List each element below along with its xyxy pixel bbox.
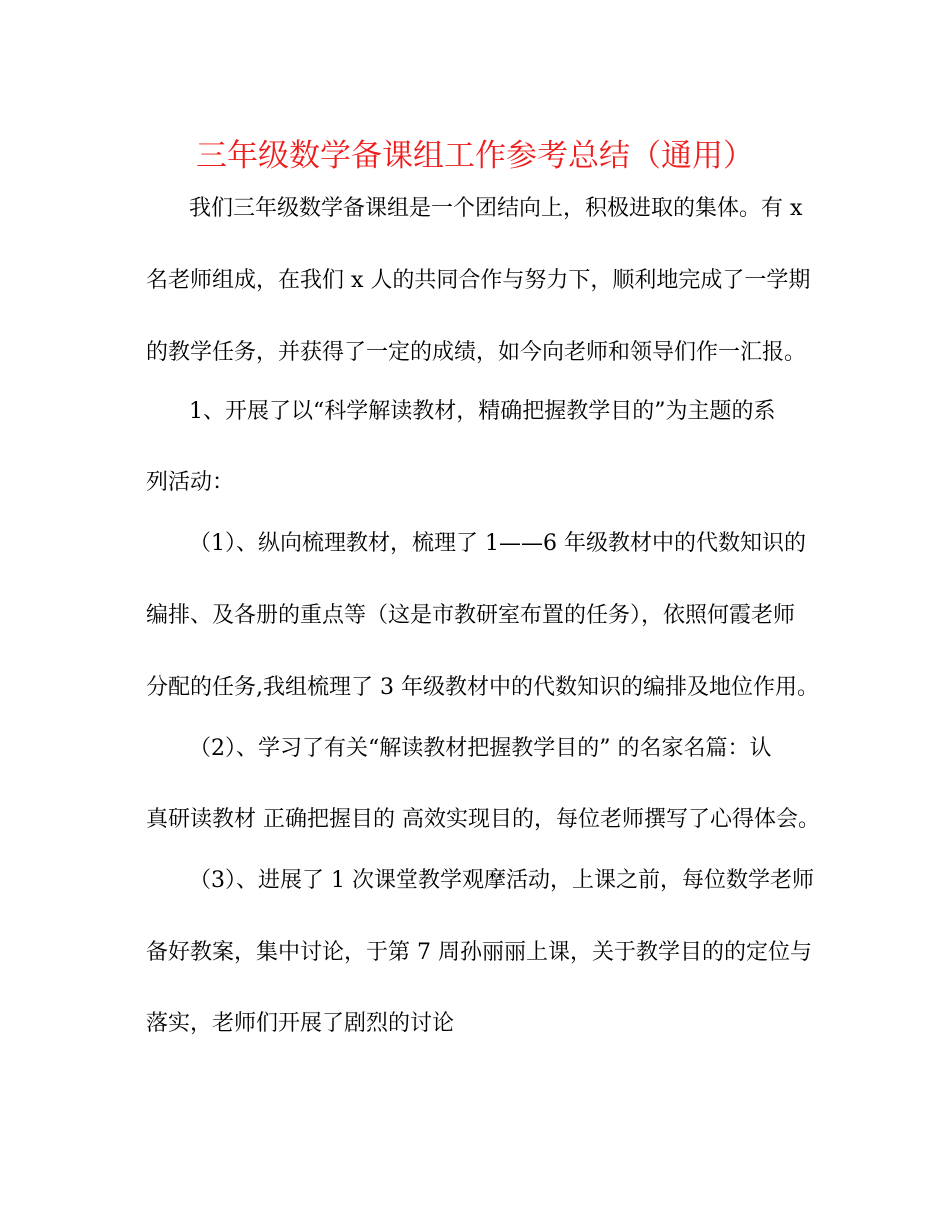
paragraph-line: 真研读教材 正确把握目的 高效实现目的，每位老师撰写了心得体会。 bbox=[146, 807, 820, 832]
paragraph-line: 1、开展了以“科学解读教材，精确把握教学目的”为主题的系 bbox=[189, 399, 776, 424]
paragraph-line: 我们三年级数学备课组是一个团结向上，积极进取的集体。有 x bbox=[189, 196, 803, 221]
paragraph-line: 编排、及各册的重点等（这是市教研室布置的任务），依照何霞老师 bbox=[146, 603, 796, 628]
paragraph-line: 分配的任务,我组梳理了 3 年级教材中的代数知识的编排及地位作用。 bbox=[146, 675, 819, 700]
paragraph-line: 备好教案，集中讨论，于第 7 周孙丽丽上课，关于教学目的的定位与 bbox=[146, 940, 812, 965]
paragraph-line: （1）、纵向梳理教材，梳理了 1——6 年级教材中的代数知识的 bbox=[189, 531, 806, 556]
paragraph-line: （2）、学习了有关“解读教材把握教学目的” 的名家名篇：认 bbox=[189, 736, 772, 761]
paragraph-line: （3）、进展了 1 次课堂教学观摩活动，上课之前，每位数学老师 bbox=[189, 868, 814, 893]
paragraph-line: 的教学任务，并获得了一定的成绩，如今向老师和领导们作一汇报。 bbox=[146, 340, 807, 365]
paragraph-line: 列活动： bbox=[146, 470, 235, 495]
paragraph-line: 落实，老师们开展了剧烈的讨论 bbox=[146, 1011, 455, 1036]
document-title: 三年级数学备课组工作参考总结（通用） bbox=[196, 138, 754, 174]
paragraph-line: 名老师组成，在我们 x 人的共同合作与努力下，顺利地完成了一学期 bbox=[146, 268, 811, 293]
